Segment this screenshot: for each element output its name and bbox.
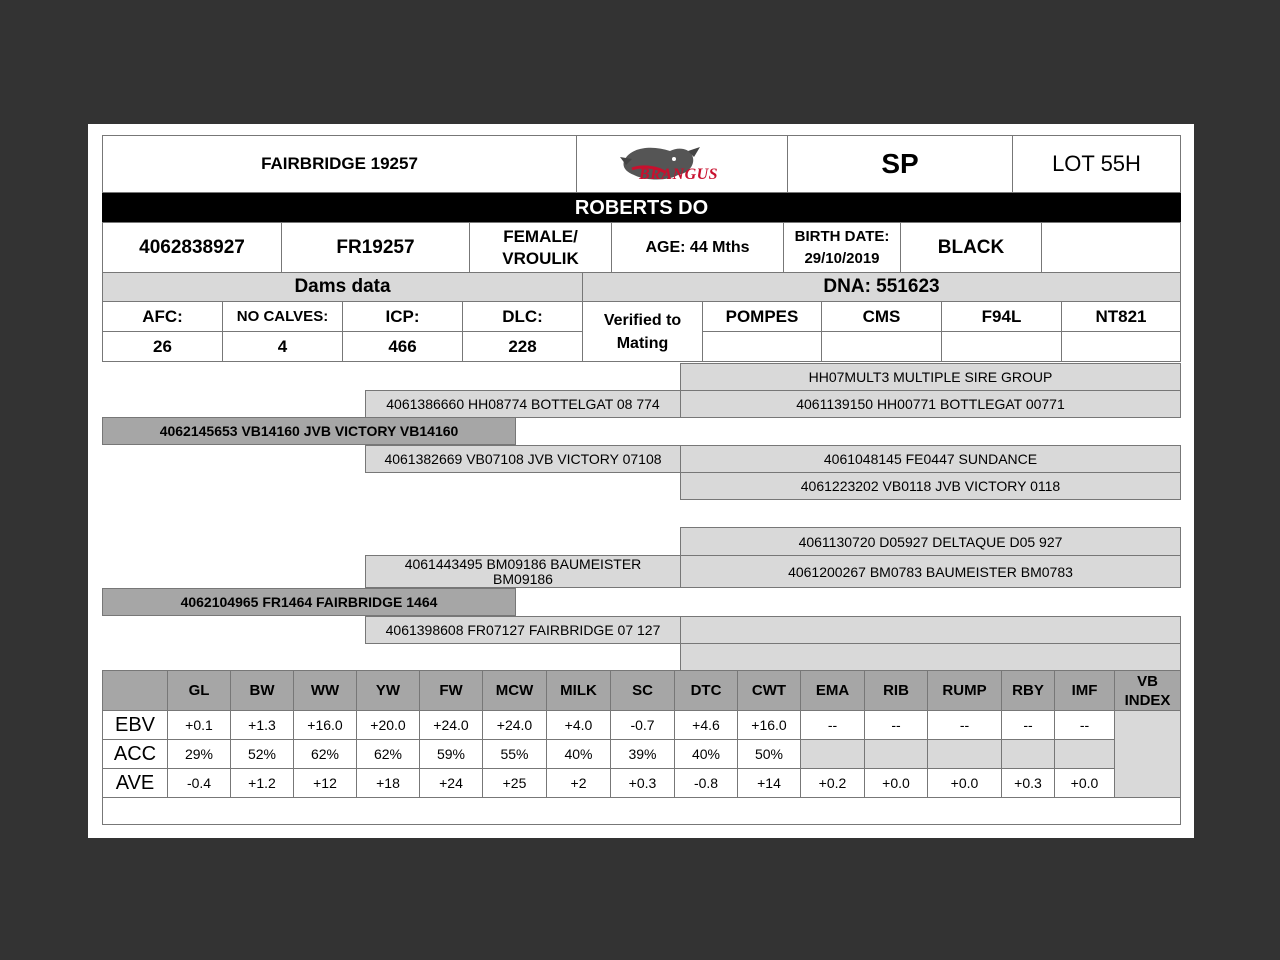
ebv-col-rump: RUMP: [927, 670, 1002, 711]
ebv-col-gl: GL: [167, 670, 231, 711]
ebv-cell: +0.0: [864, 768, 928, 798]
ebv-col-bw: BW: [230, 670, 294, 711]
ebv-col-sc: SC: [610, 670, 675, 711]
dna-test-pompes: POMPES: [702, 301, 822, 332]
ebv-header-corner: [102, 670, 168, 711]
colour: BLACK: [900, 222, 1042, 273]
pedigree-dam: 4062104965 FR1464 FAIRBRIDGE 1464: [102, 588, 516, 616]
ebv-cell: +1.3: [230, 710, 294, 740]
ebv-col-mcw: MCW: [482, 670, 547, 711]
dna-test-f94l: F94L: [941, 301, 1062, 332]
afc-value: 26: [102, 331, 223, 362]
ebv-cell: 52%: [230, 739, 294, 769]
ebv-cell: 62%: [356, 739, 420, 769]
ebv-cell: --: [864, 710, 928, 740]
no-calves-label: NO CALVES:: [222, 301, 343, 332]
ebv-cell: [927, 739, 1002, 769]
vb-index-header: VB INDEX: [1114, 670, 1181, 711]
ebv-cell: +4.0: [546, 710, 611, 740]
ebv-cell: [1001, 739, 1055, 769]
ebv-cell: +1.2: [230, 768, 294, 798]
ebv-cell: --: [1001, 710, 1055, 740]
ebv-col-dtc: DTC: [674, 670, 738, 711]
dlc-label: DLC:: [462, 301, 583, 332]
ebv-cell: +18: [356, 768, 420, 798]
ebv-cell: +24: [419, 768, 483, 798]
owner-name: ROBERTS DO: [102, 193, 1181, 223]
ebv-col-fw: FW: [419, 670, 483, 711]
no-calves-value: 4: [222, 331, 343, 362]
ebv-cell: +0.0: [927, 768, 1002, 798]
ebv-cell: +16.0: [293, 710, 357, 740]
ebv-row-label-acc: ACC: [102, 739, 168, 769]
dna-test-cms: CMS: [821, 301, 942, 332]
ebv-cell: +4.6: [674, 710, 738, 740]
ebv-cell: +0.3: [1001, 768, 1055, 798]
ebv-cell: +0.3: [610, 768, 675, 798]
ebv-cell: 59%: [419, 739, 483, 769]
dna-test-nt821: NT821: [1061, 301, 1181, 332]
ebv-cell: 55%: [482, 739, 547, 769]
pedigree-dam-sire-dam: 4061200267 BM0783 BAUMEISTER BM0783: [680, 555, 1181, 588]
brangus-logo: [576, 135, 788, 193]
ebv-cell: +0.0: [1054, 768, 1115, 798]
lot-number: LOT 55H: [1012, 135, 1181, 193]
animal-name: FAIRBRIDGE 19257: [102, 135, 577, 193]
verified-to-mating: Verified to Mating: [582, 301, 703, 362]
pedigree-dam-sire: 4061443495 BM09186 BAUMEISTER BM09186: [365, 555, 681, 588]
id-number: 4062838927: [102, 222, 282, 273]
ebv-row-label-ave: AVE: [102, 768, 168, 798]
icp-value: 466: [342, 331, 463, 362]
ebv-cell: -0.4: [167, 768, 231, 798]
dna-result-nt821: [1061, 331, 1181, 362]
pedigree-sire-dam-sire: 4061048145 FE0447 SUNDANCE: [680, 445, 1181, 473]
pedigree-sire-sire-dam: 4061139150 HH00771 BOTTLEGAT 00771: [680, 390, 1181, 418]
ebv-col-yw: YW: [356, 670, 420, 711]
ebv-col-ww: WW: [293, 670, 357, 711]
logo-text: BRANGUS: [639, 166, 719, 183]
ebv-cell: [800, 739, 865, 769]
ebv-col-imf: IMF: [1054, 670, 1115, 711]
dams-data-title: Dams data: [102, 272, 583, 302]
ebv-cell: -0.8: [674, 768, 738, 798]
age: AGE: 44 Mths: [611, 222, 784, 273]
ebv-cell: +0.2: [800, 768, 865, 798]
herd-code: FR19257: [281, 222, 470, 273]
pedigree-dam-dam: 4061398608 FR07127 FAIRBRIDGE 07 127: [365, 616, 681, 644]
ebv-cell: --: [800, 710, 865, 740]
lot-card: [88, 124, 1194, 838]
pedigree-sire-dam-dam: 4061223202 VB0118 JVB VICTORY 0118: [680, 472, 1181, 500]
ebv-cell: +25: [482, 768, 547, 798]
dna-title: DNA: 551623: [582, 272, 1181, 302]
ebv-cell: 62%: [293, 739, 357, 769]
ebv-col-ema: EMA: [800, 670, 865, 711]
ebv-col-cwt: CWT: [737, 670, 801, 711]
ebv-cell: +12: [293, 768, 357, 798]
ebv-cell: [1054, 739, 1115, 769]
pedigree-dam-dam-dam: [680, 643, 1181, 671]
ebv-cell: +2: [546, 768, 611, 798]
pedigree-sire-sire: 4061386660 HH08774 BOTTELGAT 08 774: [365, 390, 681, 418]
ebv-cell: --: [1054, 710, 1115, 740]
ebv-cell: +0.1: [167, 710, 231, 740]
ebv-cell: [864, 739, 928, 769]
pedigree-dam-dam-sire: [680, 616, 1181, 644]
pedigree-sire-sire-sire: HH07MULT3 MULTIPLE SIRE GROUP: [680, 363, 1181, 391]
dna-result-f94l: [941, 331, 1062, 362]
ebv-cell: -0.7: [610, 710, 675, 740]
pedigree-sire-dam: 4061382669 VB07108 JVB VICTORY 07108: [365, 445, 681, 473]
ebv-cell: +20.0: [356, 710, 420, 740]
ebv-cell: 39%: [610, 739, 675, 769]
ebv-cell: 40%: [674, 739, 738, 769]
ebv-col-milk: MILK: [546, 670, 611, 711]
ebv-cell: +24.0: [419, 710, 483, 740]
birth-date: BIRTH DATE: 29/10/2019: [783, 222, 901, 273]
dlc-value: 228: [462, 331, 583, 362]
ebv-cell: 29%: [167, 739, 231, 769]
sex: FEMALE/ VROULIK: [469, 222, 612, 273]
afc-label: AFC:: [102, 301, 223, 332]
ebv-cell: --: [927, 710, 1002, 740]
grade: SP: [787, 135, 1013, 193]
ebv-footer-row: [102, 797, 1181, 825]
ebv-cell: +24.0: [482, 710, 547, 740]
ebv-cell: +14: [737, 768, 801, 798]
dna-result-pompes: [702, 331, 822, 362]
icp-label: ICP:: [342, 301, 463, 332]
vb-index-value: [1114, 710, 1181, 798]
ebv-row-label-ebv: EBV: [102, 710, 168, 740]
ebv-col-rby: RBY: [1001, 670, 1055, 711]
dna-result-cms: [821, 331, 942, 362]
ebv-col-rib: RIB: [864, 670, 928, 711]
pedigree-sire: 4062145653 VB14160 JVB VICTORY VB14160: [102, 417, 516, 445]
details-extra: [1041, 222, 1181, 273]
ebv-cell: +16.0: [737, 710, 801, 740]
ebv-cell: 50%: [737, 739, 801, 769]
pedigree-dam-sire-sire: 4061130720 D05927 DELTAQUE D05 927: [680, 527, 1181, 556]
ebv-cell: 40%: [546, 739, 611, 769]
